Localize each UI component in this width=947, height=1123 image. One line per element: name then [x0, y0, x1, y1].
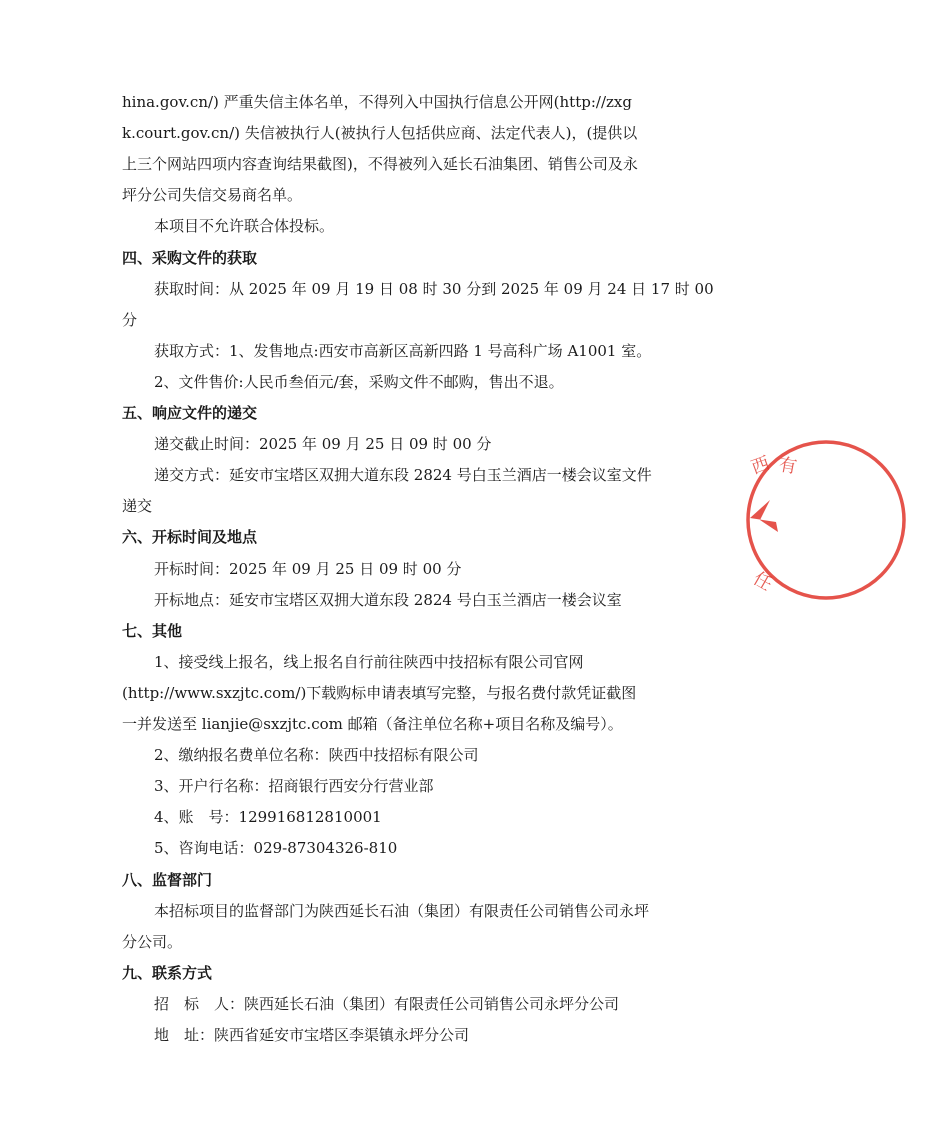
text-line: 递交截止时间：2025 年 09 月 25 日 09 时 00 分 [154, 435, 492, 454]
text-line: 本招标项目的监督部门为陕西延长石油（集团）有限责任公司销售公司永坪 [154, 901, 650, 920]
text-line: 获取时间：从 2025 年 09 月 19 日 08 时 30 分到 2025 年 09 月 24 日 17 时 00 [154, 279, 714, 298]
text-line: (http://www.sxzjtc.com/)下载购标申请表填写完整，与报名费付款凭证截图 [122, 683, 637, 702]
text-line: k.court.gov.cn/) 失信被执行人(被执行人包括供应商、法定代表人)，(提供以 [122, 124, 638, 143]
text-line: 分 [122, 310, 138, 329]
text-line: 递交方式：延安市宝塔区双拥大道东段 2824 号白玉兰酒店一楼会议室文件 [154, 466, 652, 485]
text-line: 3、开户行名称：招商银行西安分行营业部 [154, 777, 434, 796]
text-line: 递交 [122, 497, 153, 516]
section-heading: 五、响应文件的递交 [122, 404, 258, 422]
section-heading: 七、其他 [122, 621, 183, 640]
seal-graphic [738, 440, 798, 600]
section-heading: 八、监督部门 [122, 870, 213, 889]
text-line: 4、账 号：129916812810001 [154, 808, 382, 827]
seal-star [750, 500, 778, 532]
text-line: 招 标 人：陕西延长石油（集团）有限责任公司销售公司永坪分公司 [154, 994, 620, 1013]
seal-fragment: 西 [748, 452, 773, 479]
text-line: 5、咨询电话：029-87304326-810 [154, 839, 398, 858]
seal-fragment: 有 [777, 454, 799, 479]
section-heading: 九、联系方式 [122, 963, 213, 982]
company-seal [738, 440, 798, 600]
text-line: 2、缴纳报名费单位名称：陕西中技招标有限公司 [154, 746, 479, 765]
text-line: 1、接受线上报名，线上报名自行前往陕西中技招标有限公司官网 [154, 652, 584, 671]
section-heading: 四、采购文件的获取 [122, 248, 258, 267]
text-line: 分公司。 [122, 932, 183, 951]
text-line: 开标时间：2025 年 09 月 25 日 09 时 00 分 [154, 559, 462, 578]
text-line: hina.gov.cn/) 严重失信主体名单，不得列入中国执行信息公开网(http://zxg [122, 93, 632, 111]
text-line: 上三个网站四项内容查询结果截图)，不得被列入延长石油集团、销售公司及永 [122, 155, 638, 174]
text-line: 获取方式：1、发售地点:西安市高新区高新四路 1 号高科广场 A1001 室。 [154, 341, 652, 360]
text-line: 地 址：陕西省延安市宝塔区李渠镇永坪分公司 [154, 1026, 470, 1044]
text-line: 本项目不允许联合体投标。 [154, 217, 335, 236]
text-line: 2、文件售价:人民币叁佰元/套，采购文件不邮购，售出不退。 [154, 372, 564, 391]
seal-fragment: 任 [749, 568, 776, 596]
section-heading: 六、开标时间及地点 [122, 528, 258, 547]
text-line: 一并发送至 lianjie@sxzjtc.com 邮箱（备注单位名称+项目名称及编号）。 [122, 715, 623, 733]
text-line: 坪分公司失信交易商名单。 [122, 186, 303, 205]
text-line: 开标地点：延安市宝塔区双拥大道东段 2824 号白玉兰酒店一楼会议室 [154, 590, 622, 609]
